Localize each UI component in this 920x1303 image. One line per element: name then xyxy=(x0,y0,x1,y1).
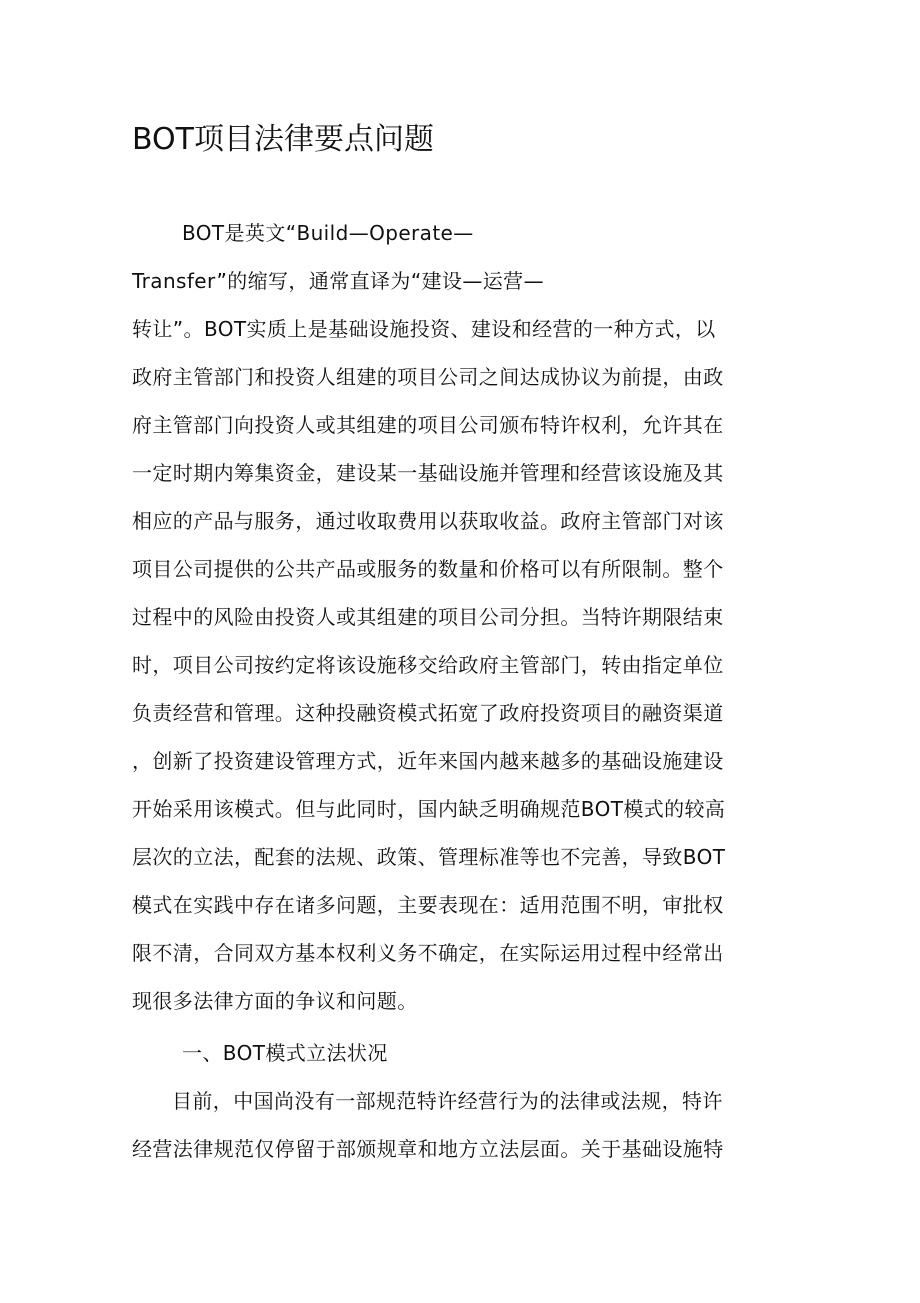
paragraph-line: 开始采用该模式。但与此同时，国内缺乏明确规范BOT模式的较高 xyxy=(132,797,726,821)
paragraph-line: 模式在实践中存在诸多问题，主要表现在：适用范围不明，审批权 xyxy=(132,893,724,917)
document-title: BOT项目法律要点问题 xyxy=(132,122,434,157)
paragraph-line: 过程中的风险由投资人或其组建的项目公司分担。当特许期限结束 xyxy=(132,605,724,629)
paragraph-line: 政府主管部门和投资人组建的项目公司之间达成协议为前提，由政 xyxy=(132,365,724,389)
paragraph-line: 项目公司提供的公共产品或服务的数量和价格可以有所限制。整个 xyxy=(132,557,724,581)
paragraph-line: 层次的立法，配套的法规、政策、管理标准等也不完善，导致BOT xyxy=(132,845,726,869)
section-paragraph-line: 目前，中国尚没有一部规范特许经营行为的法律或法规，特许 xyxy=(172,1089,723,1113)
paragraph-line: 限不清，合同双方基本权利义务不确定，在实际运用过程中经常出 xyxy=(132,941,724,965)
paragraph-line: 负责经营和管理。这种投融资模式拓宽了政府投资项目的融资渠道 xyxy=(132,701,724,725)
paragraph-line: 现很多法律方面的争议和问题。 xyxy=(132,989,418,1013)
paragraph-line: 一定时期内筹集资金，建设某一基础设施并管理和经营该设施及其 xyxy=(132,461,724,485)
paragraph-line: 时，项目公司按约定将该设施移交给政府主管部门，转由指定单位 xyxy=(132,653,724,677)
paragraph-line: 府主管部门向投资人或其组建的项目公司颁布特许权利，允许其在 xyxy=(132,413,724,437)
paragraph-line: ，创新了投资建设管理方式，近年来国内越来越多的基础设施建设 xyxy=(132,749,724,773)
paragraph-line: 相应的产品与服务，通过收取费用以获取收益。政府主管部门对该 xyxy=(132,509,724,533)
paragraph-line: BOT是英文“Build—Operate— xyxy=(182,221,474,245)
section-heading: 一、BOT模式立法状况 xyxy=(182,1041,388,1065)
paragraph-line: 转让”。BOT实质上是基础设施投资、建设和经营的一种方式，以 xyxy=(132,317,716,341)
section-paragraph-line: 经营法律规范仅停留于部颁规章和地方立法层面。关于基础设施特 xyxy=(132,1137,724,1161)
paragraph-line: Transfer”的缩写，通常直译为“建设—运营— xyxy=(132,269,544,293)
